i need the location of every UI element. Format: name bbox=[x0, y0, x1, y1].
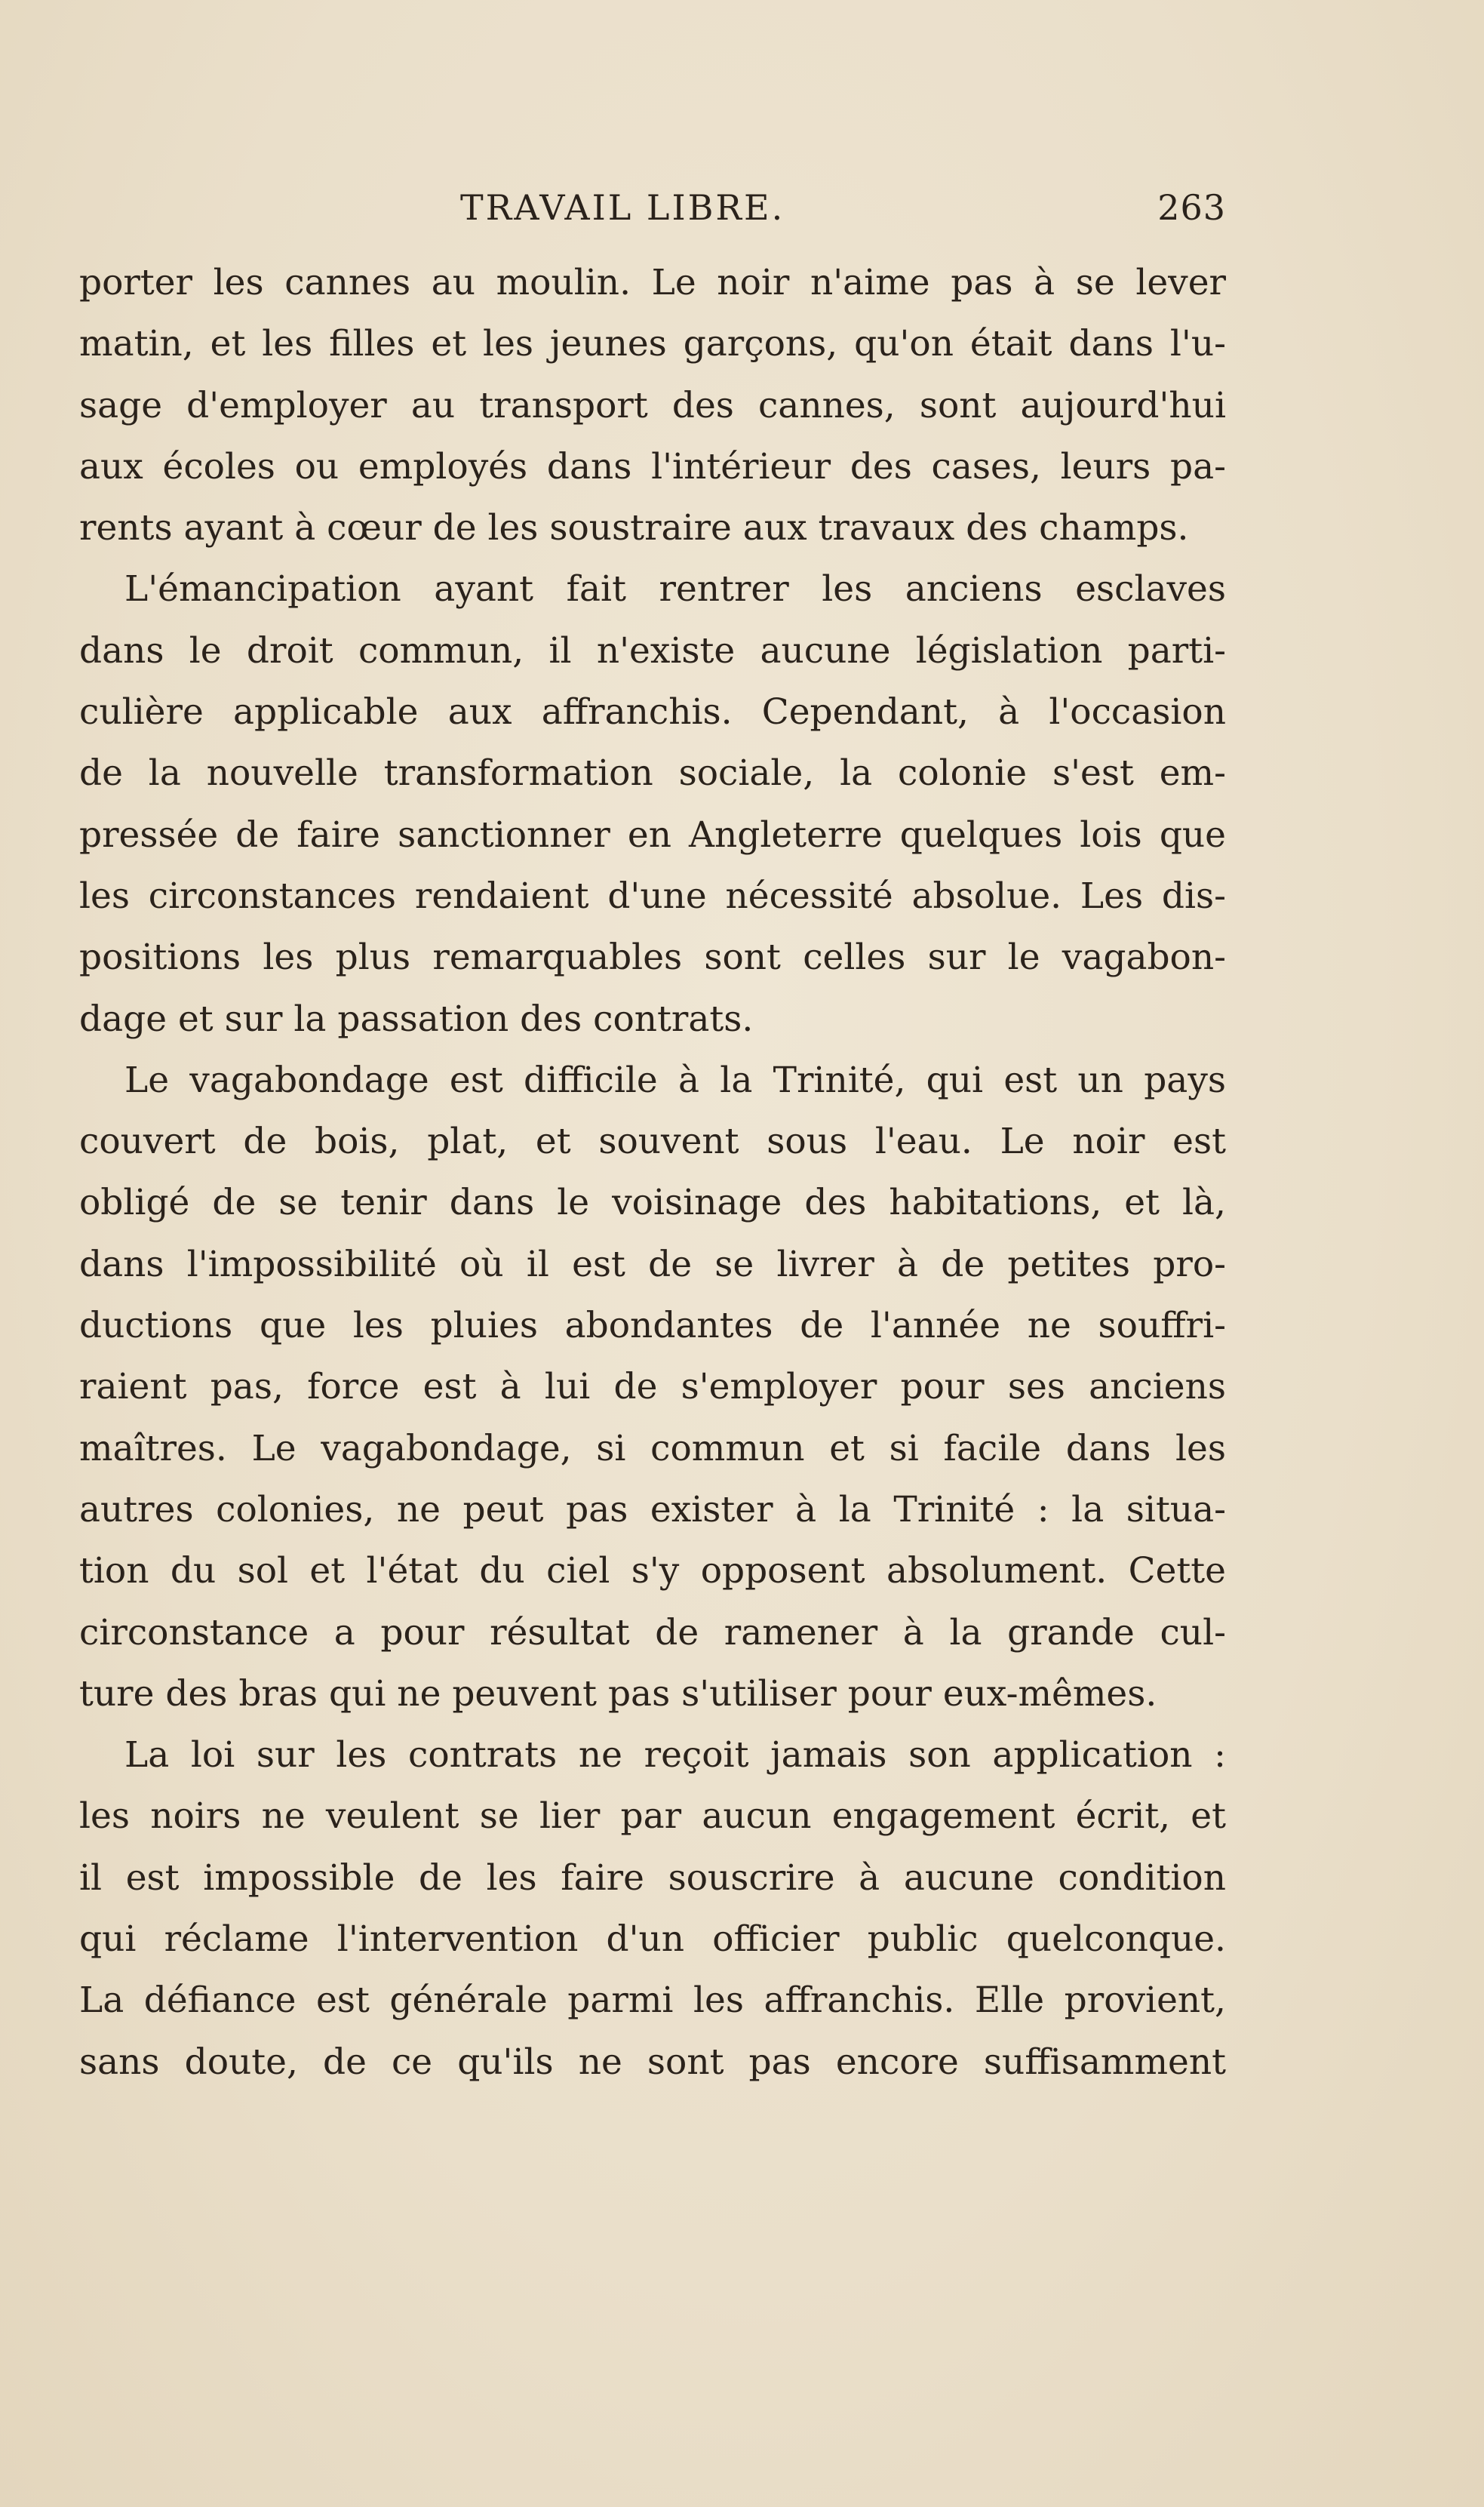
text-line: dans le droit commun, il n'existe aucune législation parti- bbox=[79, 629, 1226, 672]
text-line: les noirs ne veulent se lier par aucun engagement écrit, et bbox=[79, 1795, 1226, 1838]
text-line: autres colonies, ne peut pas exister à la Trinité : la situa- bbox=[79, 1488, 1226, 1530]
text-line: maîtres. Le vagabondage, si commun et si facile dans les bbox=[79, 1427, 1226, 1469]
text-line: couvert de bois, plat, et souvent sous l'eau. Le noir est bbox=[79, 1121, 1226, 1163]
text-line: il est impossible de les faire souscrire à aucune condition bbox=[79, 1856, 1226, 1899]
text-line: porter les cannes au moulin. Le noir n'aime pas à se lever bbox=[79, 262, 1226, 303]
running-title: TRAVAIL LIBRE. bbox=[460, 187, 785, 228]
text-line: tion du sol et l'état du ciel s'y opposent absolument. Cette bbox=[79, 1550, 1226, 1592]
text-line: dage et sur la passation des contrats. bbox=[79, 998, 754, 1040]
text-line: rents ayant à cœur de les soustraire aux travaux des champs. bbox=[79, 507, 1189, 549]
text-line: raient pas, force est à lui de s'employer pour ses anciens bbox=[79, 1366, 1226, 1408]
text-line: culière applicable aux affranchis. Cependant, à l'occasion bbox=[79, 691, 1226, 734]
text-line: sans doute, de ce qu'ils ne sont pas encore suffisamment bbox=[79, 2041, 1226, 2083]
text-line: La loi sur les contrats ne reçoit jamais son application : bbox=[124, 1734, 1226, 1776]
text-line: positions les plus remarquables sont celles sur le vagabon- bbox=[79, 937, 1226, 979]
text-line: obligé de se tenir dans le voisinage des habitations, et là, bbox=[79, 1182, 1226, 1224]
page-number: 263 bbox=[1157, 187, 1226, 228]
text-line: L'émancipation ayant fait rentrer les anciens esclaves bbox=[124, 568, 1226, 611]
text-line: de la nouvelle transformation sociale, la colonie s'est em- bbox=[79, 752, 1226, 795]
text-line: aux écoles ou employés dans l'intérieur des cases, leurs pa- bbox=[79, 445, 1226, 488]
text-line: La défiance est générale parmi les affranchis. Elle provient, bbox=[79, 1979, 1226, 2022]
text-line: circonstance a pour résultat de ramener à la grande cul- bbox=[79, 1611, 1226, 1653]
text-line: dans l'impossibilité où il est de se livrer à de petites pro- bbox=[79, 1243, 1226, 1285]
text-line: ductions que les pluies abondantes de l'année ne souffri- bbox=[79, 1305, 1226, 1347]
text-line: qui réclame l'intervention d'un officier public quelconque. bbox=[79, 1918, 1226, 1961]
text-line: ture des bras qui ne peuvent pas s'utiliser pour eux-mêmes. bbox=[79, 1672, 1157, 1715]
text-line: pressée de faire sanctionner en Angleterre quelques lois que bbox=[79, 814, 1226, 856]
text-line: matin, et les filles et les jeunes garçons, qu'on était dans l'u- bbox=[79, 323, 1226, 365]
text-line: sage d'employer au transport des cannes, sont aujourd'hui bbox=[79, 384, 1226, 426]
page-header bbox=[79, 187, 1226, 240]
text-line: les circonstances rendaient d'une nécessité absolue. Les dis- bbox=[79, 875, 1226, 917]
body-text bbox=[79, 252, 1226, 2093]
text-line: Le vagabondage est difficile à la Trinité, qui est un pays bbox=[124, 1059, 1226, 1101]
